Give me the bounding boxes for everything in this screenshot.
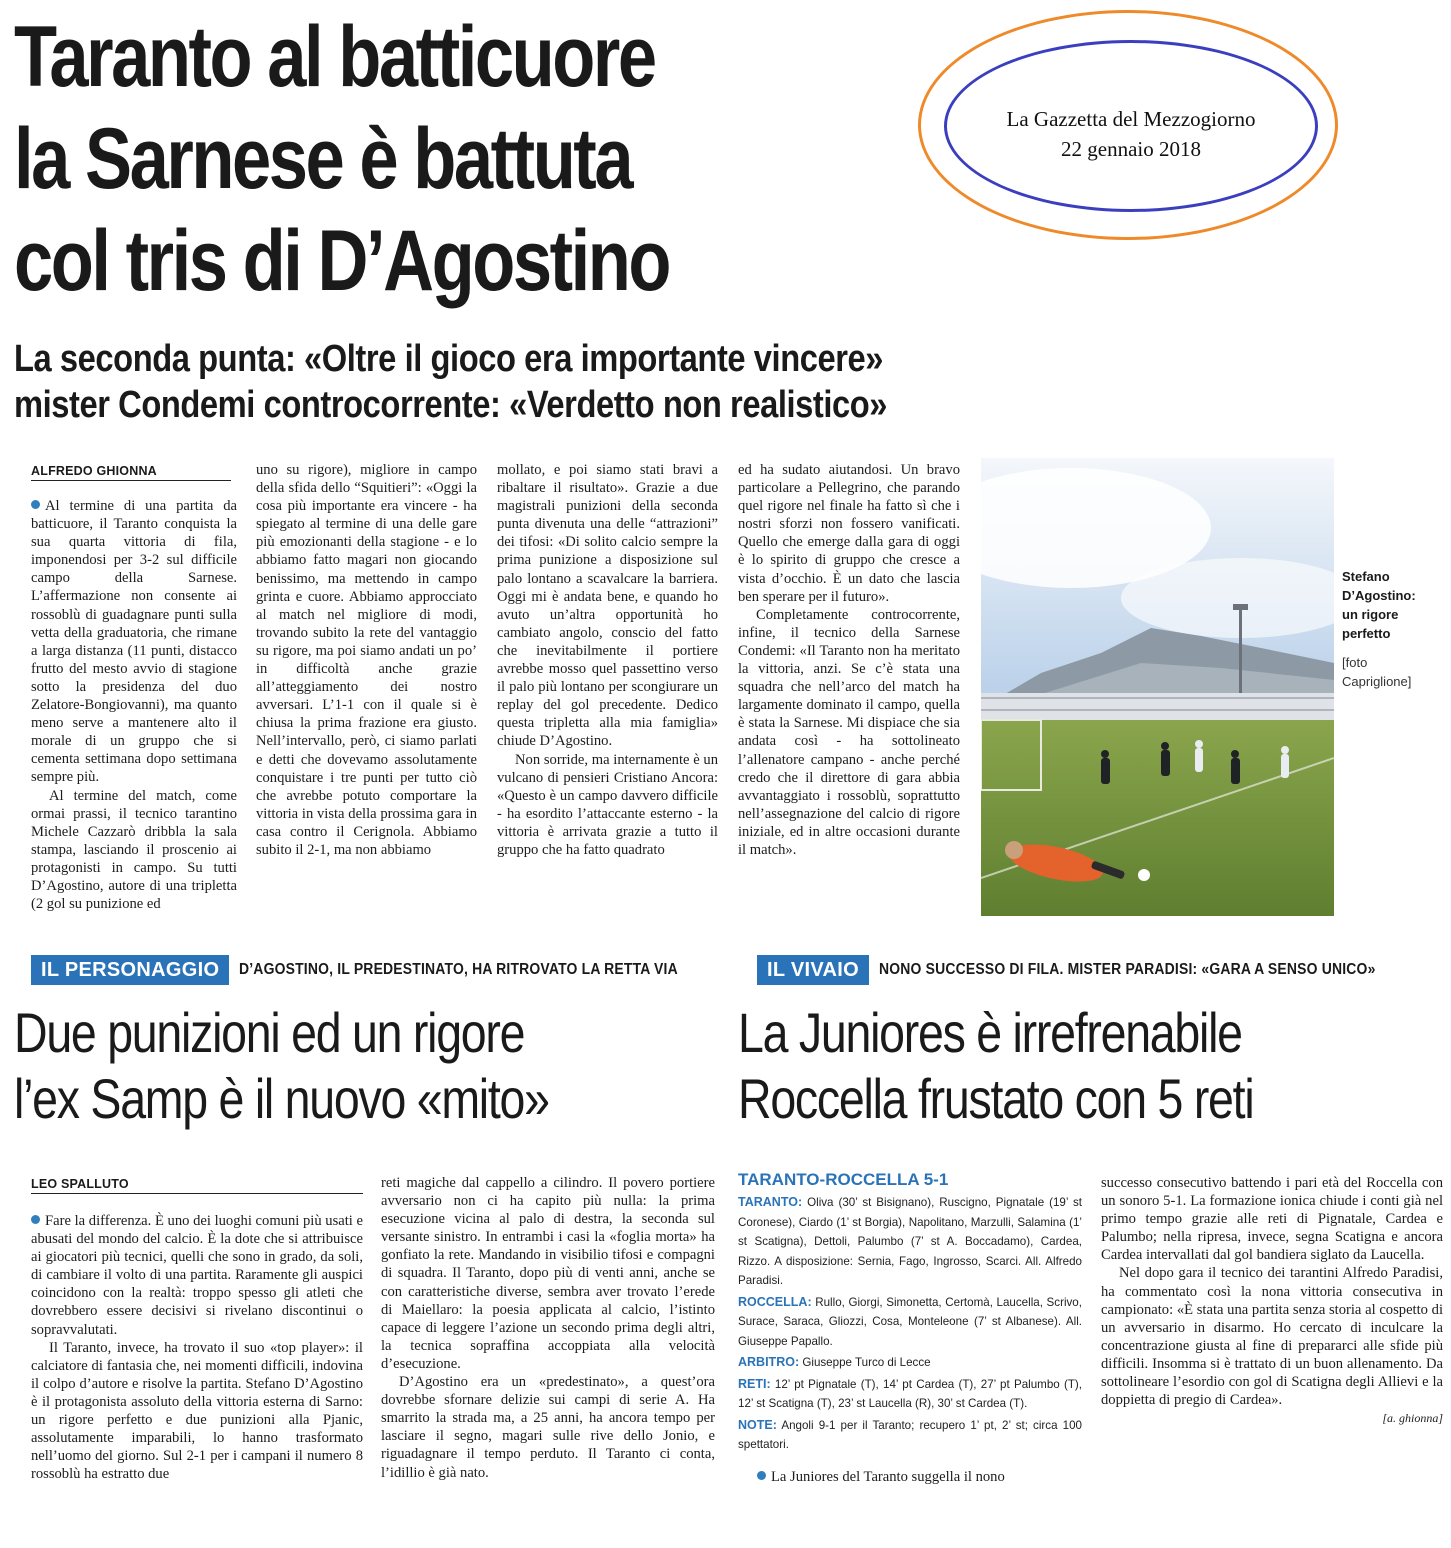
scorebox-reti: RETI: 12’ pt Pignatale (T), 14’ pt Cardea (T), 27’ pt Palumbo (T), 12’ st Scatigna (T), 23’ st Laucella (R), 30’ st Cardea (T). — [738, 1376, 1083, 1410]
personaggio-banner — [31, 955, 727, 985]
football-match-illustration — [981, 458, 1334, 916]
photo-credit-1: [foto — [1342, 655, 1368, 670]
headline-line-1: Taranto al batticuore — [14, 9, 655, 105]
bullet-dot-icon — [757, 1471, 766, 1480]
paragraph: Il Taranto, invece, ha trovato il suo «top player»: il calciatore di fantasia che, nei momenti difficili, indovina il colpo d’autore e risolve la partita. Stefano D’Agostino è il protagonista assoluto della vittoria esterna di Sarno: un rigore perfetto e due punizioni alla Pjanic, assolutamente imparabili, lo hanno trasformato nell’uomo del giorno. Sul 2-1 per i campani il numero 8 rossoblù ha estratto due — [31, 1339, 363, 1483]
main-column-1 — [31, 497, 237, 922]
paragraph: mollato, e poi siamo stati bravi a ribaltare il risultato». Grazie a due magistrali punizioni della seconda punta divenuta una delle “attrazioni” dei tifosi: «Di solito calcio sempre la prima punizione a disposizione sul palo lontano a scavalcare la barriera. Oggi mi è andata bene, e quando ho avuto un’altra opportunità ho cambiato angolo, conscio del fatto che inevitabilmente il portiere avrebbe mosso quel passettino verso il palo più lontano per scongiurare un replay del gol precedente. Dedico questa tripletta alla mia famiglia» chiude D’Agostino. — [497, 462, 718, 750]
scorebox-taranto: TARANTO: Oliva (30’ st Bisignano), Ruscigno, Pignatale (19’ st Coronese), Ciardo (1’ st Borgia), Napolitano, Marzulli, Salamina (1’ st Scatigna), Dettoli, Palumbo (7’ st A. Boccadamo), Cardea, Rizzo. A disposizione: Sernia, Fago, Ingrosso, Scarci. All. Alfredo Paradisi. — [738, 1195, 1082, 1287]
section-tag-personaggio: IL PERSONAGGIO — [31, 955, 229, 985]
bullet-dot-icon — [31, 500, 40, 509]
personaggio-title-line-1: Due punizioni ed un rigore — [14, 1001, 525, 1064]
caption-title-4: perfetto — [1342, 626, 1391, 641]
main-headline — [14, 6, 752, 312]
paragraph: Fare la differenza. È uno dei luoghi comuni più usati e abusati del mondo del calcio. È la dote che si attribuisce ai giocatori più tecnici, quelli che sono in grado, da soli, di cambiare il volto di una partita. Raramente gli auspici coincidono con la realtà: troppo spesso gli atleti che dovrebbero essere decisivi si rivelano discontinui o sopravvalutati. — [31, 1213, 363, 1338]
paragraph: Al termine del match, come ormai prassi, il tecnico tarantino Michele Cazzarò dribbla la sala stampa, lasciando il proscenio ai protagonisti in campo. Su tutti D’Agostino, autore di una tripletta (2 gol su punizione ed — [31, 787, 237, 913]
vivaio-title-line-2: Roccella frustato con 5 reti — [738, 1067, 1254, 1130]
scorebox-title: TARANTO-ROCCELLA 5-1 — [738, 1170, 949, 1189]
personaggio-column-2 — [381, 1174, 715, 1504]
section-tag-vivaio: IL VIVAIO — [757, 955, 869, 985]
main-byline: ALFREDO GHIONNA — [31, 464, 231, 481]
scorebox-note: NOTE: Angoli 9-1 per il Taranto; recupero 1’ pt, 2’ st; circa 100 spettatori. — [738, 1417, 1082, 1451]
headline-line-2: la Sarnese è battuta — [14, 111, 632, 207]
photo-caption — [1342, 567, 1447, 691]
subhead-line-2: mister Condemi controcorrente: «Verdetto non realistico» — [14, 384, 888, 426]
personaggio-title-line-2: l’ex Samp è il nuovo «mito» — [14, 1067, 549, 1130]
caption-title-1: Stefano — [1342, 569, 1390, 584]
main-column-2 — [256, 461, 477, 922]
vivaio-column — [1101, 1174, 1443, 1504]
stamp-date: 22 gennaio 2018 — [1061, 137, 1201, 161]
personaggio-byline: LEO SPALLUTO — [31, 1177, 363, 1194]
paragraph: D’Agostino era un «predestinato», a quest’ora dovrebbe sfornare delizie sui campi di serie A. Ha smarrito la strada ma, a 25 anni, ha ancora tempo per lasciare il segno, magari sulle rive dello Jonio, e riguadagnare il tempo perduto. Il Taranto ci conta, l’idillio è già nato. — [381, 1374, 715, 1481]
vivaio-banner — [757, 955, 1431, 985]
vivaio-title — [738, 1000, 1253, 1132]
paragraph: Nel dopo gara il tecnico dei tarantini Alfredo Paradisi, ha commentato così la nona vittoria consecutiva in campionato: «È stata una partita senza storia al cospetto di un avversario in disarmo. Ho cercato di inculcare la concentrazione giusta al fine di prepararci alle sfide più difficili. Insomma si è trattato di un buon allenamento. Da sottolineare l’esordio con gol di Scatigna degli Allievi e la doppietta di pregio di Cardea». — [1101, 1265, 1443, 1409]
source-stamp — [944, 104, 1318, 164]
article-signature: [a. ghionna] — [1382, 1411, 1443, 1426]
headline-line-3: col tris di D’Agostino — [14, 213, 670, 309]
vivaio-lead: La Juniores del Taranto suggella il nono — [757, 1468, 1082, 1488]
paragraph: Non sorride, ma internamente è un vulcano di pensieri Cristiano Ancora: «Questo è un campo davvero difficile - ha esordito l’attaccante esterno - la vittoria è arrivata grazie a tutto il gruppo che ha fatto quadrato — [497, 751, 718, 858]
scorebox-arbitro: ARBITRO: Giuseppe Turco di Lecce — [738, 1355, 931, 1369]
paragraph: reti magiche dal cappello a cilindro. Il povero portiere avversario non ci ha capito più nulla: la prima esecuzione vicina al palo di destra, la seconda sul versante sinistro. In entrambi i casi la «foglia morta» ha gonfiato la rete. Mandando in visibilio tifosi e compagni di squadra. Il Taranto, dopo più di venti anni, anche se con caratteristiche diverse, sembra aver trovato l’erede di Maiellaro: la poesia applicata al calcio, l’istinto capace di leggere l’azione un secondo prima degli altri, la tecnica sopraffina accoppiata alla velocità d’esecuzione. — [381, 1175, 715, 1372]
caption-title-3: un rigore — [1342, 607, 1399, 622]
stamp-newspaper: La Gazzetta del Mezzogiorno — [1006, 107, 1256, 131]
paragraph: uno su rigore), migliore in campo della sfida dello “Squitieri”: «Oggi la cosa più importante era vincere - ha spiegato al termine di una delle gare più emozionanti della stagione - e lo abbiamo fatto magari non giocando benissimo, ma mettendo in campo grinta e cuore. Abbiamo approcciato al match nel migliore di modi, trovando subito la rete del vantaggio su rigore, ma poi siamo andati un po’ in difficoltà anche grazie all’atteggiamento dei nostro avversari. L’1-1 con il quale si è chiusa la prima frazione era giusto. Nell’intervallo, però, ci siamo parlati e detti che dovevamo assolutamente conquistare i tre punti per tutto ciò che avrebbe potuto comportare la vittoria in vista della prossima gara in casa contro il Cerignola. Abbiamo subito il 2-1, ma non abbiamo — [256, 462, 477, 858]
paragraph: ed ha sudato aiutandosi. Un bravo particolare a Pellegrino, che parando quel rigore nel finale ha fatto sì che i nostri sforzi non fossero vanificati. Quello che emerge dalla gara di oggi è lo spirito di gruppo che cresce a vista d’occhio. È un dato che lascia ben sperare per il futuro». — [738, 462, 960, 605]
personaggio-kicker: D’AGOSTINO, IL PREDESTINATO, HA RITROVATO LA RETTA VIA — [239, 961, 679, 978]
bullet-dot-icon — [31, 1215, 40, 1224]
paragraph: Al termine di una partita da batticuore, il Taranto conquista la sua quarta vittoria di fila, imponendosi per 3-2 sul difficile campo della Sarnese. L’affermazione non consente ai rossoblù di guadagnare punti sulla vetta della graduatoria, che rimane a larga distanza (11 punti, distacco frutto del mesto avvio di stagione sotto la presidenza del duo Zelatore-Bongiovanni), ma quanto meno serve a mantenere alto il morale di un gruppo che si cementa settimana dopo settimana sempre più. — [31, 498, 237, 786]
scorebox — [738, 1193, 1082, 1457]
subhead-line-1: La seconda punta: «Oltre il gioco era importante vincere» — [14, 338, 883, 380]
main-subhead — [14, 336, 888, 428]
paragraph: Completamente controcorrente, infine, il tecnico della Sarnese Condemi: «Il Taranto non ha meritato la vittoria, anzi. Se c’è stata una squadra che nell’arco del match ha largamente dominato il campo, quella è stata la Sarnese. Mi dispiace che sia andata così - ha sottolineato l’allenatore campano - anche perché credo che il direttore di gara abbia avvantaggiato i rossoblù, soprattutto nell’assegnazione del calcio di rigore iniziale, ed in altre occasioni durante il match». — [738, 606, 960, 858]
personaggio-title — [14, 1000, 549, 1132]
paragraph: successo consecutivo battendo i pari età del Roccella con un sonoro 5-1. La formazione ionica chiude i conti già nel primo tempo grazie alle reti di Pignatale, Cardea e Palumbo; nella ripresa, invece, segna Scatigna e ancora Cardea intervallati dal gol bandiera siglato da Laucella. — [1101, 1175, 1443, 1264]
scorebox-roccella: ROCCELLA: Rullo, Giorgi, Simonetta, Certomà, Laucella, Scrivo, Surace, Saraca, Gliozzi, Cosa, Monteleone (7’ st Albanese). All. Giuseppe Papallo. — [738, 1294, 1082, 1348]
vivaio-title-line-1: La Juniores è irrefrenabile — [738, 1001, 1242, 1064]
personaggio-column-1 — [31, 1212, 363, 1504]
photo-credit-2: Capriglione] — [1342, 674, 1412, 689]
vivaio-kicker: NONO SUCCESSO DI FILA. MISTER PARADISI: «GARA A SENSO UNICO» — [878, 961, 1376, 978]
main-column-4 — [738, 461, 960, 922]
caption-title-2: D’Agostino: — [1342, 588, 1416, 603]
match-photo — [981, 458, 1334, 916]
main-column-3 — [497, 461, 718, 922]
